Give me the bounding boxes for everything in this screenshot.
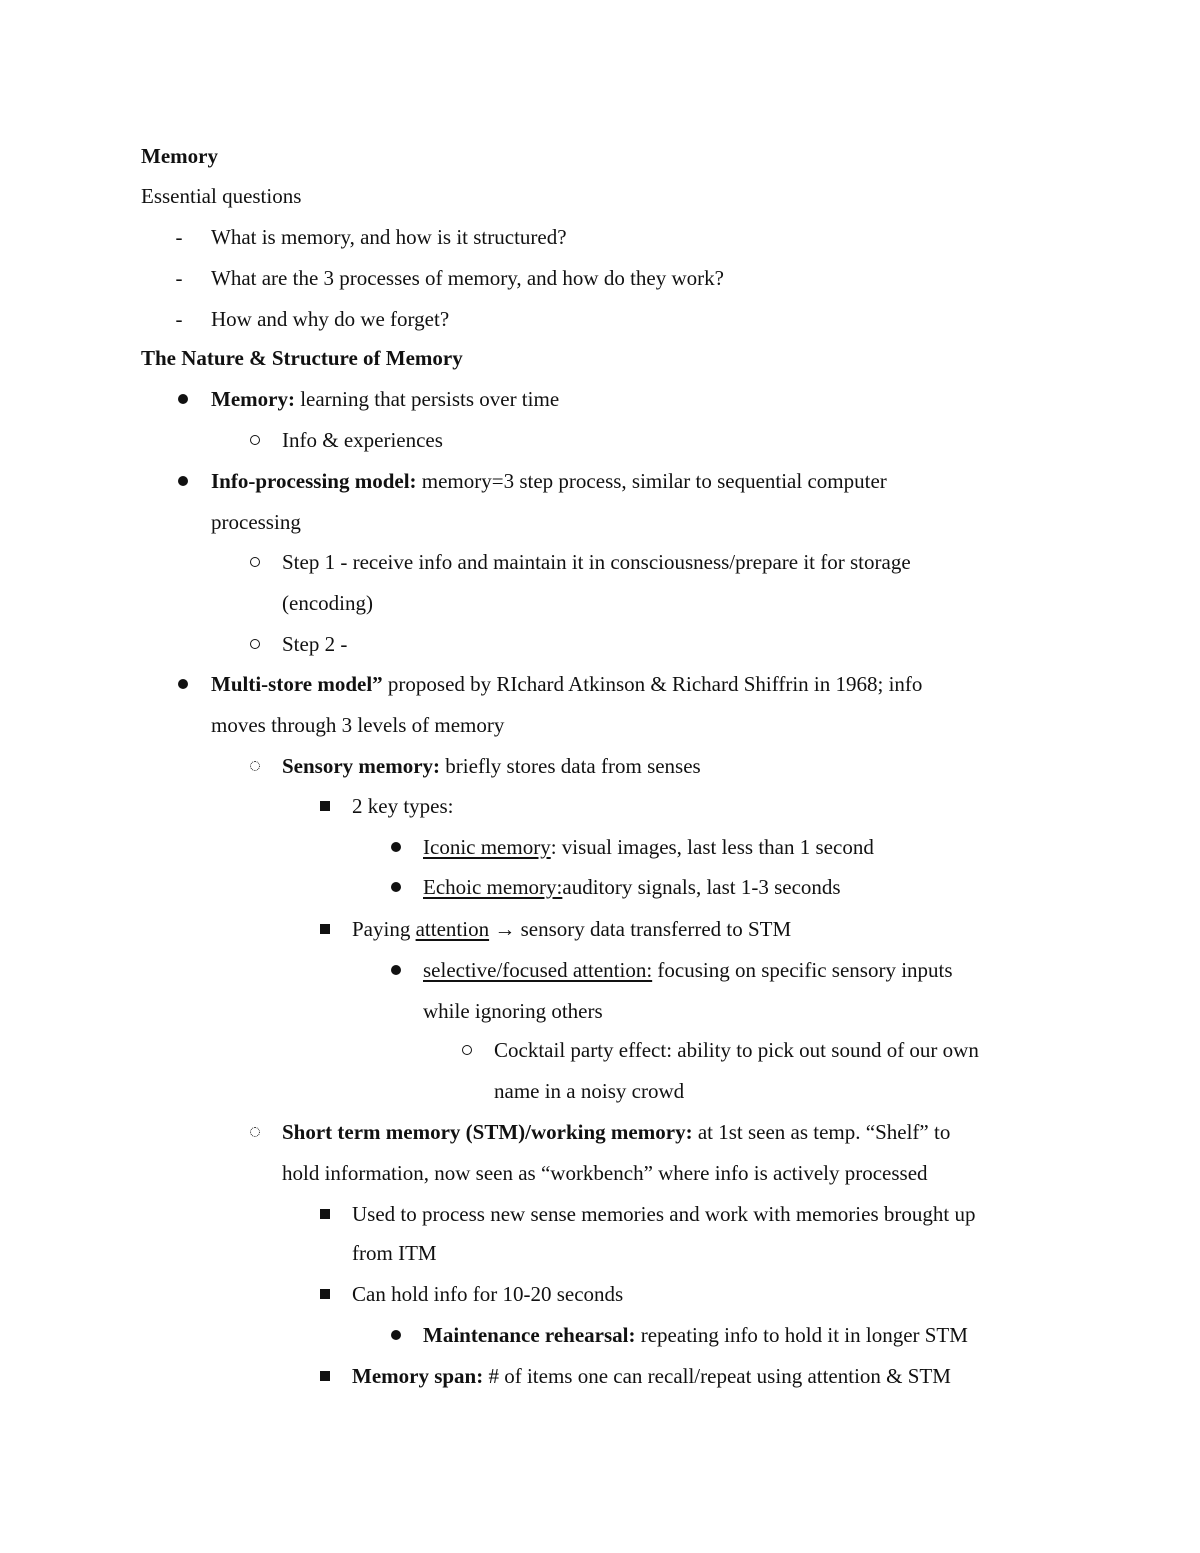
definition: : visual images, last less than 1 second <box>550 835 874 859</box>
doc-title: Memory <box>141 144 218 168</box>
circle-bullet <box>250 435 260 445</box>
sub-text: Info & experiences <box>282 428 443 452</box>
section-heading: The Nature & Structure of Memory <box>141 346 463 370</box>
essential-heading: Essential questions <box>141 184 302 208</box>
definition: while ignoring others <box>423 999 603 1023</box>
step-text: Step 2 - <box>282 632 348 656</box>
sub-text: name in a noisy crowd <box>494 1079 685 1103</box>
circle-bullet <box>250 557 260 567</box>
text: → sensory data transferred to STM <box>489 917 792 941</box>
dash-bullet: - <box>175 307 183 331</box>
term: Iconic memory <box>423 835 551 859</box>
term: Info-processing model: <box>211 469 417 493</box>
circle-bullet <box>462 1045 472 1055</box>
definition: repeating info to hold it in longer STM <box>635 1323 968 1347</box>
term: attention <box>415 917 490 941</box>
definition: proposed by RIchard Atkinson & Richard Shiffrin in 1968; info <box>382 672 923 696</box>
question-text: What is memory, and how is it structured? <box>211 225 567 249</box>
term: Echoic memory: <box>423 875 563 899</box>
circle-bullet <box>250 639 260 649</box>
disc-bullet <box>178 394 188 404</box>
square-bullet <box>320 1209 330 1219</box>
text: Paying <box>352 917 416 941</box>
disc-bullet <box>391 842 401 852</box>
sub-text: Can hold info for 10-20 seconds <box>352 1282 624 1306</box>
square-bullet <box>320 1371 330 1381</box>
term: Short term memory (STM)/working memory: <box>282 1120 693 1144</box>
disc-bullet <box>391 1330 401 1340</box>
circle-bullet <box>250 1127 260 1137</box>
square-bullet <box>320 801 330 811</box>
sub-text: from ITM <box>352 1241 437 1265</box>
square-bullet <box>320 924 330 934</box>
circle-bullet <box>250 761 260 771</box>
disc-bullet <box>391 965 401 975</box>
definition: auditory signals, last 1-3 seconds <box>562 875 841 899</box>
disc-bullet <box>178 476 188 486</box>
definition: hold information, now seen as “workbench” where info is actively processed <box>282 1161 928 1185</box>
disc-bullet <box>391 882 401 892</box>
term: Sensory memory: <box>282 754 441 778</box>
term: Memory span: <box>352 1364 484 1388</box>
dash-bullet: - <box>175 266 183 290</box>
definition: # of items one can recall/repeat using attention & STM <box>483 1364 951 1388</box>
definition: learning that persists over time <box>294 387 560 411</box>
definition: memory=3 step process, similar to sequential computer <box>416 469 887 493</box>
question-text: What are the 3 processes of memory, and how do they work? <box>211 266 724 290</box>
sub-text: 2 key types: <box>352 794 454 818</box>
definition: at 1st seen as temp. “Shelf” to <box>692 1120 951 1144</box>
question-text: How and why do we forget? <box>211 307 450 331</box>
step-text: Step 1 - receive info and maintain it in consciousness/prepare it for storage <box>282 550 911 574</box>
disc-bullet <box>178 679 188 689</box>
term: Maintenance rehearsal: <box>423 1323 636 1347</box>
definition: processing <box>211 510 301 534</box>
definition: briefly stores data from senses <box>440 754 701 778</box>
definition: moves through 3 levels of memory <box>211 713 505 737</box>
step-text: (encoding) <box>282 591 373 615</box>
term: Multi-store model” <box>211 672 383 696</box>
sub-text: Cocktail party effect: ability to pick out sound of our own <box>494 1038 979 1062</box>
square-bullet <box>320 1289 330 1299</box>
definition: focusing on specific sensory inputs <box>652 958 953 982</box>
term: Memory: <box>211 387 295 411</box>
sub-text: Used to process new sense memories and work with memories brought up <box>352 1202 976 1226</box>
dash-bullet: - <box>175 225 183 249</box>
term: selective/focused attention: <box>423 958 653 982</box>
